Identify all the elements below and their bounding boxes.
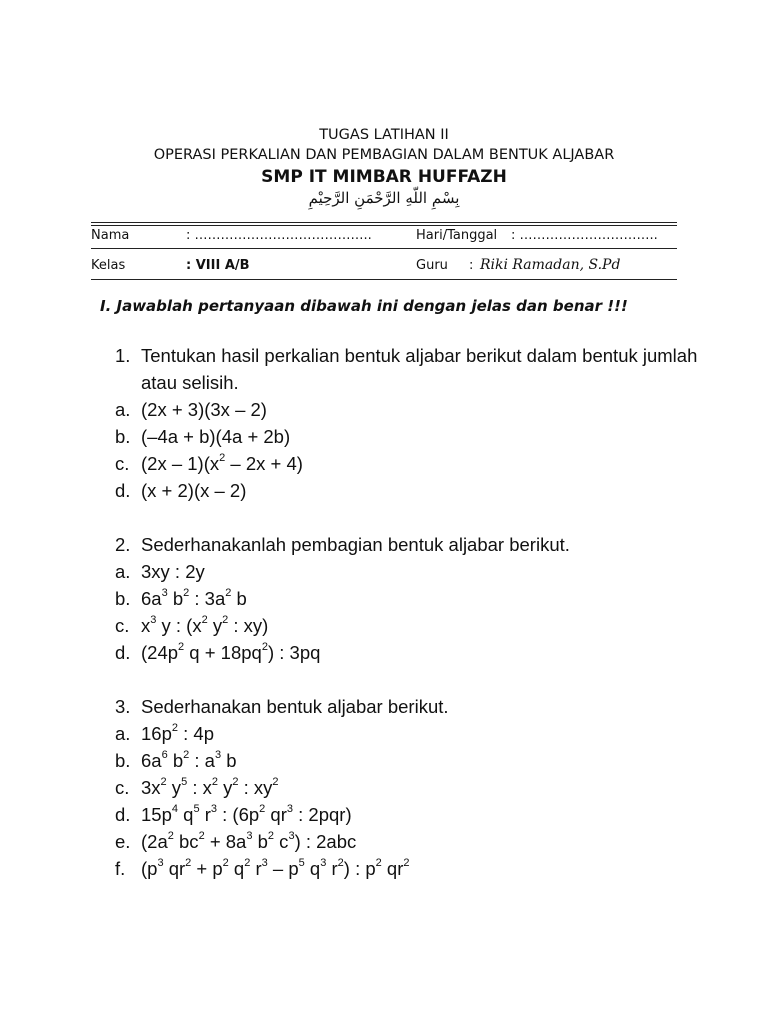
question-item [115, 747, 715, 774]
exponent: 2 [222, 613, 229, 626]
item-expression: (–4a + b)(4a + 2b) [141, 426, 291, 447]
item-letter: e. [115, 831, 131, 852]
bottom-rule [91, 279, 677, 280]
question-number: 2. [115, 534, 131, 555]
item-expression: $16p^2$ : 4p [141, 721, 214, 744]
item-expression: ($24p^2$ $q + 18pq^2$) : 3pq [141, 640, 321, 663]
exponent: 2 [403, 856, 410, 869]
exponent: 3 [214, 748, 222, 761]
exponent: 2 [178, 640, 185, 653]
item-letter: d. [115, 480, 131, 501]
nama-label: Nama [91, 228, 130, 243]
item-expression: $15p^4$ $q^5$ $r^3$ : ($6p^2$ $qr^3$ : 2pqr) [141, 802, 352, 825]
question-item [115, 801, 715, 828]
question-number: 3. [115, 696, 131, 717]
exponent: 2 [167, 829, 174, 842]
item-letter: c. [115, 615, 130, 636]
exponent: 3 [150, 613, 157, 626]
exponent: 2 [337, 856, 344, 869]
question-2 [115, 531, 715, 558]
question-3 [115, 693, 715, 720]
basmalah-text: بِسْمِ اللّهِ الرَّحْمَنِ الرَّحِيْمِ [308, 189, 460, 207]
exponent: 2 [171, 721, 178, 734]
exponent: 3 [246, 829, 253, 842]
question-text: Sederhanakan bentuk aljabar berikut. [141, 696, 449, 717]
document-header [0, 125, 768, 208]
item-letter: d. [115, 642, 131, 663]
exponent: 2 [183, 586, 190, 599]
exponent: 2 [211, 775, 218, 788]
question-item [115, 396, 715, 423]
exponent: 2 [222, 856, 229, 869]
top-rule [91, 222, 677, 223]
assignment-title: TUGAS LATIHAN II [319, 127, 449, 143]
exponent: 3 [288, 829, 295, 842]
question-spacer [115, 504, 715, 531]
kelas-value: : VIII A/B [186, 258, 250, 273]
exponent: 5 [298, 856, 305, 869]
exponent: 2 [201, 613, 208, 626]
question-item [115, 639, 715, 666]
item-letter: a. [115, 723, 131, 744]
item-letter: a. [115, 561, 131, 582]
exponent: 2 [244, 856, 251, 869]
instruction-text: I. Jawablah pertanyaan dibawah ini dengan jelas dan benar !!! [100, 297, 628, 315]
exponent: 2 [183, 748, 190, 761]
school-name: SMP IT MIMBAR HUFFAZH [261, 167, 507, 187]
guru-label: Guru [416, 258, 448, 273]
info-row-kelas [91, 256, 677, 276]
exponent: 2 [267, 829, 275, 842]
question-list [115, 342, 715, 882]
hari-field[interactable]: : ………………………….. [511, 228, 658, 243]
exponent: 3 [157, 856, 164, 869]
item-expression: $(2x - 1)(x^2 - 2x + 4)$ [141, 451, 303, 474]
exponent: 2 [232, 775, 239, 788]
exponent: 2 [185, 856, 192, 869]
question-item [115, 585, 715, 612]
question-item [115, 558, 715, 585]
exponent: 3 [286, 802, 294, 815]
item-expression: (2x + 3)(3x – 2) [141, 399, 267, 420]
question-item [115, 720, 715, 747]
exponent: 4 [171, 802, 178, 815]
item-letter: c. [115, 453, 130, 474]
exponent: 5 [181, 775, 188, 788]
exponent: 2 [272, 775, 279, 788]
question-item [115, 423, 715, 450]
question-item [115, 774, 715, 801]
item-letter: c. [115, 777, 130, 798]
guru-value: Riki Ramadan, S.Pd [480, 257, 621, 273]
exponent: 3 [161, 586, 168, 599]
item-expression: $6a^3$ $b^2$ : $3a^2$ b [141, 586, 247, 609]
assignment-subtitle: OPERASI PERKALIAN DAN PEMBAGIAN DALAM BENTUK ALJABAR [153, 147, 615, 163]
exponent: 2 [225, 586, 232, 599]
exponent: 2 [219, 451, 226, 464]
item-expression: $x^3$ y : ($x^2$ $y^2$ : xy) [141, 613, 269, 636]
item-letter: b. [115, 750, 131, 771]
item-expression: 3xy : 2y [141, 561, 205, 582]
item-letter: b. [115, 588, 131, 609]
exponent: 2 [261, 640, 268, 653]
exponent: 5 [193, 802, 200, 815]
exponent: 2 [198, 829, 205, 842]
item-expression: ($p^3$ $qr^2 + p^2$ $q^2$ $r^3 - p^5$ $q^3$ $r^2$) : $p^2$ $qr^2$ [141, 856, 410, 879]
exponent: 2 [375, 856, 382, 869]
question-item [115, 855, 715, 882]
question-text: Sederhanakanlah pembagian bentuk aljabar berikut. [141, 534, 570, 555]
item-expression: $3x^2$ $y^5$ : $x^2$ $y^2$ : $xy^2$ [141, 775, 279, 798]
middle-rule [91, 248, 677, 249]
exponent: 3 [261, 856, 268, 869]
item-letter: d. [115, 804, 131, 825]
guru-colon: : [469, 258, 474, 273]
exponent: 3 [210, 802, 217, 815]
hari-label: Hari/Tanggal [416, 228, 498, 243]
question-number: 1. [115, 345, 131, 366]
exponent: 2 [259, 802, 266, 815]
info-row-nama [91, 226, 677, 246]
item-expression: (x + 2)(x – 2) [141, 480, 247, 501]
exponent: 2 [160, 775, 167, 788]
question-spacer [115, 666, 715, 693]
question-text: Tentukan hasil perkalian bentuk aljabar berikut dalam bentuk jumlah atau selisih. [141, 345, 698, 393]
item-letter: a. [115, 399, 131, 420]
item-expression: $6a^6$ $b^2$ : $a^3$ b [141, 748, 237, 771]
question-1 [115, 342, 715, 396]
question-item [115, 612, 715, 639]
question-item [115, 477, 715, 504]
nama-field[interactable]: : ………………………………….. [186, 228, 372, 243]
exponent: 3 [320, 856, 327, 869]
item-letter: b. [115, 426, 131, 447]
kelas-label: Kelas [91, 258, 126, 273]
question-item [115, 828, 715, 855]
item-expression: ($2a^2$ $bc^2 + 8a^3$ $b^2$ $c^3$) : 2abc [141, 829, 357, 852]
question-item [115, 450, 715, 477]
item-letter: f. [115, 858, 126, 879]
exponent: 6 [161, 748, 168, 761]
